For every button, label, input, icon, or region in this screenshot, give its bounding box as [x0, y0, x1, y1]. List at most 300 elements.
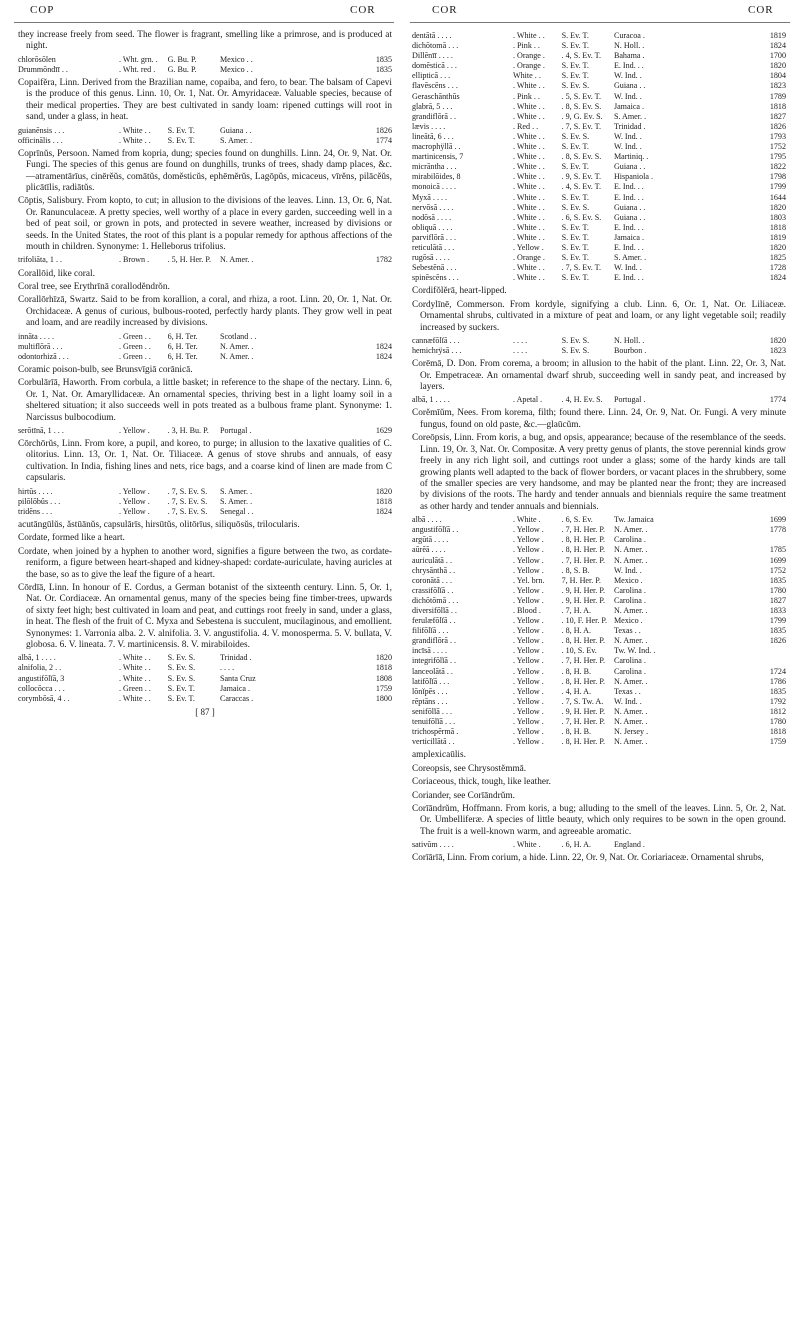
entry-paragraph: amplexicaūlis.	[412, 750, 466, 761]
height-habit: . 8, H. B.	[561, 727, 592, 737]
native-country: Jamaica .	[613, 101, 645, 111]
native-country: N. Jersey .	[613, 727, 649, 737]
native-country: England .	[613, 840, 645, 850]
species-name: martinicensis, 7	[412, 152, 464, 162]
native-country: N. Amer. .	[219, 255, 254, 265]
flower-colour: . White . .	[118, 135, 151, 145]
species-row	[412, 193, 786, 203]
species-row	[412, 727, 786, 737]
species-row	[412, 253, 786, 263]
species-row	[18, 694, 392, 704]
flower-colour: . Yellow .	[512, 616, 544, 626]
flower-colour: . Green . .	[118, 683, 151, 693]
entry-paragraph: Coprīnŭs, Persoon. Named from kopria, dung; species found on dunghills. Linn. 24, Or. 9, Nat. Or. Fungi. The species of this genus are found on dunghills, trunks of trees, shady damp places, &c. —atramentārīus, cinērĕŭs, comātŭs, domĕsticŭs, ephēmĕrŭs, Lagōpŭs, micaceus, vīrĕns, pilācĕŭs, plicātīlis, radiātŭs.	[18, 148, 392, 194]
species-row	[412, 273, 786, 283]
flower-colour: . Yellow .	[512, 696, 544, 706]
height-habit: . 4, H. Ev. S.	[561, 395, 603, 405]
native-country: E. Ind. . .	[613, 182, 644, 192]
height-habit: S. Ev. S.	[167, 653, 196, 663]
species-name: obliquā . . . .	[412, 222, 453, 232]
year-introduced: 1826	[769, 121, 786, 131]
height-habit: . 7, H. Her. P.	[561, 525, 605, 535]
year-introduced: 1823	[769, 346, 786, 356]
species-row	[18, 674, 392, 684]
native-country: W. Ind. .	[613, 71, 642, 81]
flower-colour: . Yellow .	[512, 656, 544, 666]
native-country: Texas . .	[613, 626, 641, 636]
species-row	[412, 71, 786, 81]
entry-paragraph: Corĕmīŭm, Nees. From korema, filth; found there. Linn. 24, Or. 9, Nat. Or. Fungi. A very minute fungus, found on old paste, &c.—glaūcŭm.	[412, 408, 786, 430]
species-name: angustifōlĭā, 3	[18, 673, 65, 683]
year-introduced: 1820	[375, 653, 392, 663]
native-country: Santa Cruz	[219, 673, 256, 683]
height-habit: S. Ev. T.	[561, 71, 589, 81]
species-row	[412, 81, 786, 91]
flower-colour: . Yellow .	[512, 525, 544, 535]
species-name: integrifōlĭā . .	[412, 656, 457, 666]
native-country: N. Amer. .	[613, 676, 648, 686]
height-habit: S. Ev. S.	[561, 335, 590, 345]
entry-paragraph: Corallōrhīzā, Swartz. Said to be from korallion, a coral, and rhiza, a root. Linn. 20, Or. 1, Nat. Or. Orchidaceæ. A genus of curious, bulbous-rooted, perfectly hardy plants. They grow well in peat and loam, and are readily increased by divisions.	[18, 295, 392, 329]
year-introduced: 1778	[769, 525, 786, 535]
flower-colour: . Yellow .	[512, 727, 544, 737]
flower-colour: . White .	[512, 515, 541, 525]
year-introduced: 1819	[769, 232, 786, 242]
height-habit: . 7, S. Tw. A.	[561, 696, 604, 706]
flower-colour: . Yellow .	[118, 425, 150, 435]
species-row	[412, 586, 786, 596]
year-introduced: 1820	[769, 61, 786, 71]
species-name: latifōlĭā . . .	[412, 676, 450, 686]
species-row	[412, 31, 786, 41]
flower-colour: . Wht. grn. .	[118, 54, 158, 64]
species-name: officinālis . . .	[18, 135, 63, 145]
year-introduced: 1780	[769, 585, 786, 595]
native-country: N. Amer. .	[613, 717, 648, 726]
flower-colour: . White . .	[512, 81, 545, 91]
height-habit: . 5, H. Her. P.	[167, 255, 211, 265]
species-row	[412, 132, 786, 142]
flower-colour: . White . .	[118, 693, 151, 703]
native-country: Portugal .	[613, 395, 646, 405]
flower-colour: . White . .	[118, 663, 151, 673]
year-introduced: 1835	[769, 575, 786, 585]
species-name: senifōlĭā . . .	[412, 706, 453, 716]
species-name: guianēnsis . . .	[18, 125, 65, 135]
flower-colour: . White . .	[512, 232, 545, 242]
native-country: Tw. Jamaica	[613, 515, 654, 525]
year-introduced: 1808	[375, 673, 392, 683]
year-introduced	[741, 840, 786, 850]
year-introduced: 1793	[769, 131, 786, 141]
species-name: ferulæfōlĭā . .	[412, 616, 456, 626]
native-country: Senegal . .	[219, 506, 254, 516]
native-country: N. Amer. .	[613, 706, 648, 716]
native-country: Carolina .	[613, 535, 646, 545]
height-habit: . 8, S. Ev. S.	[561, 101, 602, 111]
species-row	[412, 336, 786, 346]
flower-colour: . White . .	[512, 263, 545, 273]
species-name: monoicā . . . .	[412, 182, 457, 192]
species-name: trichospērmā .	[412, 727, 459, 737]
native-country: Curacoa .	[613, 31, 645, 40]
left-column	[18, 30, 392, 718]
native-country: Guiana . .	[613, 162, 646, 172]
year-introduced: 1818	[375, 663, 392, 673]
year-introduced: 1644	[769, 192, 786, 202]
height-habit: S. Ev. S.	[561, 81, 590, 91]
flower-colour: . Yellow .	[118, 506, 150, 516]
species-table	[412, 840, 786, 850]
height-habit: 6, H. Ter.	[167, 341, 198, 351]
species-row	[412, 213, 786, 223]
native-country: N. Holl. .	[613, 41, 645, 51]
flower-colour: . Pink . .	[512, 41, 540, 51]
year-introduced: 1812	[769, 706, 786, 716]
native-country: Jamaica .	[613, 232, 645, 242]
species-name: ellipticā . . .	[412, 71, 451, 81]
species-name: serōtīnā, 1 . . .	[18, 425, 64, 435]
species-name: pilōlōbŭs . . .	[18, 496, 61, 506]
flower-colour: White . .	[512, 71, 541, 81]
flower-colour: . White . .	[512, 152, 545, 162]
year-introduced: 1824	[769, 41, 786, 51]
native-country: N. Holl. .	[613, 335, 645, 345]
entry-paragraph: Corīāndrŭm, Hoffmann. From koris, a bug; alluding to the smell of the leaves. Linn. 5, Or. 2, Nat. Or. Umbelliferæ. A species of little beauty, which only requires to be sown in the open ground. The fruit is a well-known warm, and agreeable aromatic.	[412, 803, 786, 837]
year-introduced: 1724	[769, 666, 786, 676]
height-habit: . 4, S. Ev. T.	[561, 51, 601, 61]
species-row	[412, 576, 786, 586]
species-name: mirabilōides, 8	[412, 172, 461, 182]
height-habit: . 9, H. Her. P.	[561, 585, 605, 595]
height-habit: S. Ev. T.	[167, 693, 195, 703]
running-head-left-outer: COP	[30, 4, 55, 16]
native-country: Guiana . .	[613, 212, 646, 222]
right-column	[412, 30, 786, 867]
height-habit: . 4, S. Ev. T.	[561, 182, 601, 192]
flower-colour: . Orange .	[512, 61, 545, 71]
height-habit: . 5, S. Ev. T.	[561, 91, 601, 101]
entry-paragraph: they increase freely from seed. The flower is fragrant, smelling like a primrose, and is produced at night.	[18, 30, 392, 52]
flower-colour: . Brown .	[118, 255, 150, 265]
species-row	[412, 142, 786, 152]
flower-colour: . Red . .	[512, 121, 539, 131]
species-name: reticulātā . . .	[412, 242, 455, 252]
flower-colour: . Yellow .	[512, 555, 544, 565]
species-row	[412, 697, 786, 707]
flower-colour: . Yellow .	[512, 242, 544, 252]
flower-colour: . Wht. red .	[118, 64, 156, 74]
year-introduced: 1826	[375, 125, 392, 135]
species-row	[412, 677, 786, 687]
height-habit: . 9, H. Her. P.	[561, 706, 605, 716]
year-introduced: 1820	[769, 335, 786, 345]
native-country: Guiana . .	[219, 125, 252, 135]
native-country: E. Ind. . .	[613, 222, 644, 232]
species-row	[412, 626, 786, 636]
native-country: W. Ind. .	[613, 91, 642, 101]
species-row	[412, 182, 786, 192]
native-country: S. Amer. .	[219, 496, 253, 506]
entry-paragraph: Coriander, see Corīāndrŭm.	[412, 790, 515, 801]
entry-paragraph: Coreōpsis, Linn. From koris, a bug, and opsis, appearance; because of the resemblance of the seeds. Linn. 19, Or. 3, Nat. Or. Compositæ. A very pretty genus of plants, the stove perennial kinds grow freely in any rich light soil, and cuttings root under a glass; some of the hardy kinds are tall growing plants well adapted to the back of flower borders, or vacant places in the shrubbery, some of the smaller species are very handsome, and may be planted near the front; they are increased by divisions of the roots. The hardy and tender annuals and biennials require the same treatment as other hardy and tender annuals and biennials.	[412, 433, 786, 512]
entry-paragraph: Cordylīnē, Commerson. From kordyle, signifying a club. Linn. 6, Or. 1, Nat. Or. Liliaceæ. Ornamental shrubs, cultivated in a mixture of peat and loam, or any light vegetable soil; readily increased by suckers.	[412, 299, 786, 333]
native-country: N. Amer. .	[613, 737, 648, 747]
species-row	[412, 840, 786, 850]
height-habit: S. Ev. T.	[561, 222, 589, 232]
year-introduced: 1699	[769, 555, 786, 565]
height-habit: S. Ev. S.	[167, 663, 196, 673]
species-name: filifōlĭā . . .	[412, 626, 449, 636]
year-introduced: 1803	[769, 212, 786, 222]
native-country: Trinidad .	[219, 653, 252, 663]
year-introduced	[741, 646, 786, 656]
species-row	[412, 525, 786, 535]
page-number: [ 87 ]	[195, 706, 215, 717]
species-row	[18, 65, 392, 75]
native-country: N. Amer. .	[613, 525, 648, 535]
entry-paragraph: Corēmā, D. Don. From corema, a broom; in allusion to the habit of the plant. Linn. 22, Or. 3, Nat. Or. Empetraceæ. An ornamental dwarf shrub, succeeding well in sandy peat, and increased by layers.	[412, 359, 786, 392]
species-name: coronātā . . .	[412, 575, 453, 585]
height-habit: . 7, S. Ev. S.	[167, 496, 208, 506]
species-name: aūrĕā . . . .	[412, 545, 446, 555]
species-name: nervōsā . . . .	[412, 202, 454, 212]
species-row	[412, 51, 786, 61]
flower-colour: . White . .	[512, 31, 545, 40]
height-habit: . 9, G. Ev. S.	[561, 111, 603, 121]
entry-paragraph: Cōptis, Salisbury. From kopto, to cut; in allusion to the divisions of the leaves. Linn. 13, Or. 6, Nat. Or. Ranunculaceæ. A pretty species, well worthy of a place in every garden, succeeding well in a bed of peat soil, or grown in pots, and protected in severe weather, increased by divisions or seeds. In the United States, the root of this plant is a popular remedy for apthous affections of the mouth in children. Synonyme: 1. Helleborus trifolius.	[18, 196, 392, 253]
species-row	[18, 663, 392, 673]
height-habit: . 8, H. B.	[561, 666, 592, 676]
height-habit: G. Bu. P.	[167, 54, 197, 64]
species-name: dichōtōmā . . .	[412, 595, 459, 605]
species-name: angustifōlĭā . .	[412, 525, 459, 535]
native-country: Carolina .	[613, 595, 646, 605]
year-introduced: 1818	[375, 496, 392, 506]
height-habit: 7, H. Her. P.	[561, 575, 601, 585]
native-country: Mexico .	[613, 616, 643, 626]
year-introduced: 1800	[375, 693, 392, 703]
species-name: chlorōsōlen	[18, 54, 56, 64]
species-name: diversifōlĭā . .	[412, 605, 457, 615]
flower-colour: . Orange .	[512, 253, 545, 263]
flower-colour: . Yellow .	[512, 706, 544, 716]
species-row	[18, 352, 392, 362]
year-introduced: 1833	[769, 605, 786, 615]
species-row	[412, 162, 786, 172]
year-introduced	[347, 332, 392, 342]
flower-colour: . Apetal .	[512, 395, 543, 405]
native-country: W. Ind. .	[613, 565, 642, 575]
species-row	[18, 487, 392, 497]
species-name: rēptāns . . .	[412, 696, 448, 706]
flower-colour: . White . .	[512, 142, 545, 152]
species-table	[18, 332, 392, 362]
species-name: domēsticā . . .	[412, 61, 457, 71]
species-table	[18, 126, 392, 146]
height-habit: S. Ev. T.	[167, 683, 195, 693]
species-row	[412, 41, 786, 51]
species-name: cannæfōlĭā . . .	[412, 335, 460, 345]
species-table	[18, 255, 392, 265]
species-row	[412, 737, 786, 747]
flower-colour: . White . .	[118, 673, 151, 683]
native-country: Carolina .	[613, 656, 646, 666]
species-name: dentātā . . . .	[412, 31, 452, 40]
flower-colour: . Yellow .	[512, 535, 544, 545]
species-row	[412, 667, 786, 677]
species-row	[18, 342, 392, 352]
height-habit: . 10, S. Ev.	[561, 646, 597, 656]
native-country: . . . .	[219, 663, 235, 673]
flower-colour: . Orange .	[512, 51, 545, 61]
height-habit: S. Ev. T.	[561, 61, 589, 71]
species-name: multiflōrā . . .	[18, 341, 63, 351]
species-name: auriculātā . .	[412, 555, 452, 565]
year-introduced: 1780	[769, 717, 786, 726]
flower-colour: . Green . .	[118, 331, 151, 341]
flower-colour: . Green . .	[118, 341, 151, 351]
species-table	[18, 55, 392, 75]
flower-colour: . Yel. brn.	[512, 575, 545, 585]
year-introduced: 1835	[375, 64, 392, 74]
native-country: S. Amer. .	[219, 135, 253, 145]
species-row	[412, 687, 786, 697]
flower-colour: . . . .	[512, 335, 528, 345]
species-name: incīsā . . . .	[412, 646, 448, 656]
native-country: N. Amer. .	[613, 555, 648, 565]
height-habit: . 8, H. Her. P.	[561, 676, 605, 686]
species-row	[412, 263, 786, 273]
entry-paragraph: acutāngūlŭs, ăstūānŭs, capsulārīs, hirsūtŭs, olitōrīus, siliquōsŭs, trilocularis.	[18, 519, 300, 530]
height-habit: S. Ev. T.	[561, 192, 589, 202]
species-row	[412, 61, 786, 71]
year-introduced: 1823	[769, 81, 786, 91]
entry-paragraph: Cōrchōrŭs, Linn. From kore, a pupil, and koreo, to purge; in allusion to the laxative qualities of C. olitorius. Linn. 13, Or. 1, Nat. Or. Tiliaceæ. A genus of stove shrubs and annuals, of easy cultivation. In India, fishing lines and nets, rice bags, and a coarse kind of linen are made from C capsularis.	[18, 439, 392, 484]
height-habit: S. Ev. T.	[167, 135, 195, 145]
native-country: S. Amer. .	[219, 486, 253, 496]
running-head-right-inner: COR	[432, 4, 458, 16]
species-name: dichōtomā . . .	[412, 41, 459, 51]
entry-paragraph: Coramic poison-bulb, see Brunsvīgiā corānicā.	[18, 364, 193, 375]
native-country: E. Ind. . .	[613, 242, 644, 252]
native-country: Mexico . .	[219, 64, 253, 74]
height-habit: S. Ev. T.	[561, 232, 589, 242]
species-name: argūtā . . . .	[412, 535, 449, 545]
height-habit: . 7, H. Her. P.	[561, 555, 605, 565]
native-country: N. Amer. .	[613, 636, 648, 646]
species-row	[18, 497, 392, 507]
year-introduced: 1795	[769, 152, 786, 162]
species-row	[412, 152, 786, 162]
year-introduced: 1752	[769, 142, 786, 152]
height-habit: . 3, H. Bu. P.	[167, 425, 209, 435]
height-habit: . 8, H. Her. P.	[561, 545, 605, 555]
year-introduced: 1835	[769, 626, 786, 636]
flower-colour: . White . .	[512, 212, 545, 222]
height-habit: S. Ev. S.	[561, 131, 590, 141]
entry-paragraph: Coriaceous, thick, tough, like leather.	[412, 777, 551, 788]
species-table	[412, 31, 786, 283]
entry-paragraph: Corbulārīā, Haworth. From corbula, a little basket; in reference to the shape of the nectary. Linn. 6, Or. 1, Nat. Or. Amaryllidaceæ. An ornamental species, thriving best in a light loamy soil in a sheltered situation; it also succeeds well in pots treated as a bulbous frame plant. Synonyme: 1. Narcissus bulbocodium.	[18, 378, 392, 423]
species-name: Dillēnīī . . . .	[412, 51, 453, 61]
year-introduced: 1818	[769, 101, 786, 111]
flower-colour: . Green . .	[118, 351, 151, 361]
species-name: tenuifōlĭā . . .	[412, 717, 456, 726]
flower-colour: . White . .	[118, 125, 151, 135]
height-habit: S. Ev. T.	[561, 162, 589, 172]
species-name: odontorhizā . . .	[18, 351, 69, 361]
species-row	[412, 616, 786, 626]
flower-colour: . Yellow .	[512, 676, 544, 686]
height-habit: S. Ev. T.	[561, 31, 589, 40]
species-row	[412, 223, 786, 233]
native-country: N. Amer. .	[613, 605, 648, 615]
year-introduced: 1819	[769, 31, 786, 40]
flower-colour: . . . .	[512, 346, 528, 356]
native-country: Jamaica .	[219, 683, 251, 693]
year-introduced: 1759	[375, 683, 392, 693]
flower-colour: . White . .	[512, 192, 545, 202]
height-habit: . 8, H. Her. P.	[561, 535, 605, 545]
native-country: Bourbon .	[613, 346, 647, 356]
species-name: albā, 1 . . . .	[412, 395, 450, 405]
height-habit: . 6, H. A.	[561, 840, 592, 850]
header-rule-right	[410, 22, 790, 23]
species-name: hirtŭs . . . .	[18, 486, 53, 496]
species-name: tridēns . . .	[18, 506, 53, 516]
species-row	[412, 346, 786, 356]
flower-colour: . Yellow .	[512, 666, 544, 676]
entry-paragraph: Corallōid, like coral.	[18, 268, 95, 279]
species-name: grandiflōrā . .	[412, 111, 457, 121]
species-name: Geraschānthŭs	[412, 91, 460, 101]
height-habit: . 7, S. Ev. T.	[561, 263, 601, 273]
species-table	[412, 336, 786, 356]
flower-colour: . Yellow .	[512, 626, 544, 636]
species-name: lanceolātā . .	[412, 666, 453, 676]
native-country: E. Ind. . .	[613, 61, 644, 71]
species-name: parviflōrā . . .	[412, 232, 457, 242]
native-country: E. Ind. . .	[613, 273, 644, 283]
year-introduced: 1818	[769, 222, 786, 232]
species-name: alnifolia, 2 . .	[18, 663, 62, 673]
flower-colour: . Yellow .	[118, 486, 150, 496]
species-table	[412, 395, 786, 405]
entry-paragraph: Corīārīā, Linn. From corium, a hide. Linn. 22, Or. 9, Nat. Or. Coriariaceæ. Ornamental shrubs,	[412, 853, 764, 864]
flower-colour: . Yellow .	[512, 585, 544, 595]
height-habit: S. Ev. T.	[561, 273, 589, 283]
year-introduced	[741, 535, 786, 545]
year-introduced: 1820	[769, 202, 786, 212]
species-table	[18, 426, 392, 436]
year-introduced: 1700	[769, 51, 786, 61]
species-row	[412, 606, 786, 616]
flower-colour: . White . .	[512, 202, 545, 212]
year-introduced: 1826	[769, 636, 786, 646]
year-introduced: 1799	[769, 616, 786, 626]
species-table	[412, 515, 786, 747]
height-habit: . 8, H. A.	[561, 626, 592, 636]
native-country: W. Ind. .	[613, 142, 642, 152]
height-habit: . 7, H. Her. P.	[561, 717, 605, 726]
species-row	[18, 55, 392, 65]
year-introduced	[741, 656, 786, 666]
native-country: Hispaniola .	[613, 172, 654, 182]
species-name: flavēscēns . . .	[412, 81, 458, 91]
year-introduced: 1798	[769, 172, 786, 182]
species-name: chrysānthā . .	[412, 565, 456, 575]
